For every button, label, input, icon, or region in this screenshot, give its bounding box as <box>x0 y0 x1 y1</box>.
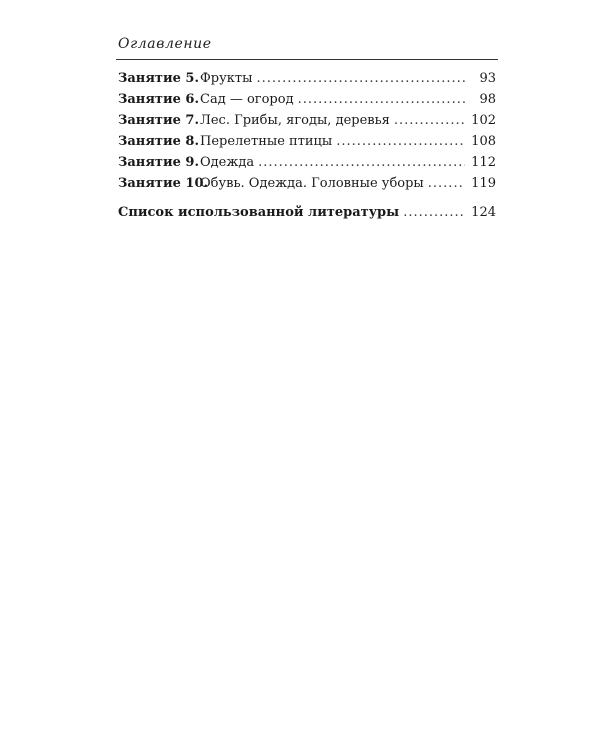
toc-entry-title: Сад — огород <box>200 92 294 107</box>
toc-dot-leader <box>298 89 468 110</box>
toc-entry-title: Перелетные птицы <box>200 134 333 149</box>
toc-entry-title: Лес. Грибы, ягоды, деревья <box>200 113 390 128</box>
toc-entry-page: 108 <box>471 134 496 149</box>
toc-entry-number: Занятие 9. <box>118 155 199 170</box>
toc-entry-page: 102 <box>471 113 496 128</box>
running-head: Оглавление <box>118 36 212 52</box>
table-of-contents <box>118 68 496 223</box>
toc-entry-number: Занятие 7. <box>118 113 199 128</box>
toc-entry-number: Занятие 5. <box>118 71 199 86</box>
toc-entry-lesson-8[interactable] <box>118 131 496 152</box>
toc-entry-lesson-7[interactable] <box>118 110 496 131</box>
toc-entry-lesson-6[interactable] <box>118 89 496 110</box>
toc-entry-bibliography[interactable] <box>118 202 496 223</box>
toc-dot-leader <box>258 152 465 173</box>
toc-dot-leader <box>394 110 465 131</box>
header-rule <box>116 59 498 60</box>
toc-entry-lesson-5[interactable] <box>118 68 496 89</box>
toc-entry-title: Список использованной литературы <box>118 205 400 220</box>
toc-entry-title: Фрукты <box>200 71 253 86</box>
toc-entry-lesson-9[interactable] <box>118 152 496 173</box>
toc-entry-number: Занятие 10. <box>118 176 209 191</box>
toc-entry-lesson-10[interactable] <box>118 173 496 194</box>
toc-entry-page: 112 <box>471 155 496 170</box>
toc-entry-page: 93 <box>479 71 496 86</box>
toc-dot-leader <box>403 202 465 223</box>
toc-entry-page: 119 <box>471 176 496 191</box>
toc-entry-page: 124 <box>471 205 496 220</box>
toc-dot-leader <box>256 68 468 89</box>
toc-entry-number: Занятие 6. <box>118 92 199 107</box>
toc-dot-leader <box>428 173 465 194</box>
toc-entry-title: Обувь. Одежда. Головные уборы <box>200 176 424 191</box>
toc-entry-page: 98 <box>479 92 496 107</box>
toc-entry-number: Занятие 8. <box>118 134 199 149</box>
toc-entry-title: Одежда <box>200 155 255 170</box>
toc-dot-leader <box>336 131 465 152</box>
